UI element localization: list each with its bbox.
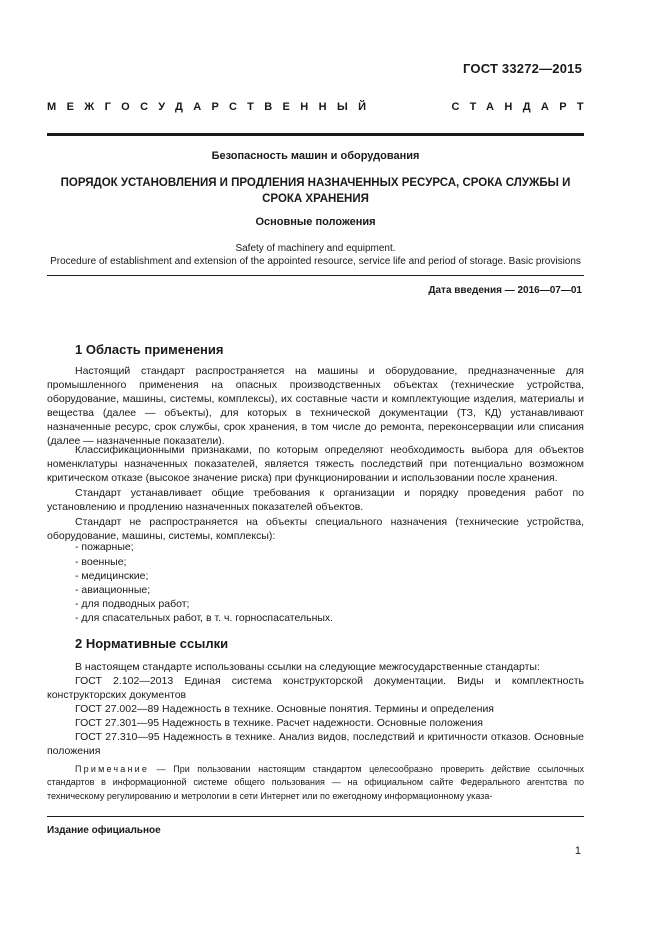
list-item: - пожарные;	[75, 541, 134, 553]
introduction-date: Дата введения — 2016—07—01	[428, 285, 582, 296]
normative-reference: ГОСТ 27.301—95 Надежность в технике. Расчет надежности. Основные положения	[75, 717, 483, 729]
normative-reference: ГОСТ 2.102—2013 Единая система конструкторской документации. Виды и комплектность конструкторских документов	[47, 675, 584, 702]
section-2-heading: 2 Нормативные ссылки	[75, 636, 229, 651]
header-divider	[47, 133, 584, 136]
page-number: 1	[574, 845, 581, 857]
section-1-heading: 1 Область применения	[75, 342, 224, 357]
standard-id: ГОСТ 33272—2015	[463, 61, 582, 76]
list-item: - для спасательных работ, в т. ч. горноспасательных.	[75, 612, 334, 624]
english-title-line-1: Safety of machinery and equipment.	[235, 243, 396, 254]
english-title-line-2: Procedure of establishment and extension of the appointed resource, service life and period of storage. Basic provisions	[50, 256, 581, 267]
references-intro: В настоящем стандарте использованы ссылки на следующие межгосударственные стандарты:	[75, 661, 540, 673]
topic-line: Безопасность машин и оборудования	[211, 150, 420, 162]
title-divider	[47, 275, 584, 276]
list-item: - медицинские;	[75, 570, 149, 582]
note-text: — При пользовании настоящим стандартом целесообразно проверить действие ссылочных стандартов в информационной системе общего пользования — на официальном сайте Федерального агентства по техническому регулированию и метрологии в сети Интернет или по ежегодному информационному указа-	[47, 764, 584, 801]
note	[47, 763, 584, 803]
official-edition-label: Издание официальное	[47, 825, 161, 836]
footer-divider	[47, 816, 584, 817]
section-1-paragraph: Стандарт устанавливает общие требования к организации и порядку проведения работ по установлению и продлению назначенных показателей объектов.	[47, 487, 584, 514]
document-title: ПОРЯДОК УСТАНОВЛЕНИЯ И ПРОДЛЕНИЯ НАЗНАЧЕННЫХ РЕСУРСА, СРОКА СЛУЖБЫ И СРОКА ХРАНЕНИЯ	[60, 177, 571, 205]
standard-word: СТАНДАРТ	[451, 101, 594, 113]
section-1-paragraph: Классификационными признаками, по которым определяют необходимость выбора для объектов номенклатуры назначенных показателей, является тяжесть последствий при потенциально возможном критическом отказе (высокое значение риска) при функционировании и использовании после хранения.	[47, 444, 584, 485]
list-item: - военные;	[75, 556, 127, 568]
note-label: Примечание	[75, 764, 150, 774]
normative-reference: ГОСТ 27.002—89 Надежность в технике. Основные понятия. Термины и определения	[75, 703, 494, 715]
interstate-word: МЕЖГОСУДАРСТВЕННЫЙ	[47, 101, 377, 113]
normative-reference: ГОСТ 27.310—95 Надежность в технике. Анализ видов, последствий и критичности отказов. Основные положения	[47, 731, 584, 758]
list-item: - для подводных работ;	[75, 598, 190, 610]
list-item: - авиационные;	[75, 584, 151, 596]
section-1-paragraph: Стандарт не распространяется на объекты специального назначения (технические устройства, оборудование, машины, системы, комплексы):	[47, 516, 584, 543]
section-1-paragraph: Настоящий стандарт распространяется на машины и оборудование, предназначенные для промышленного применения на опасных производственных объектах (технические устройства, оборудование, машины, системы, комплексы), их составные части и комплектующие изделия, материалы и вещества (далее — объекты), для которых в технической документации (ТЗ, КД) устанавливают назначенные ресурс, срок службы, срок хранения, в том числе до ремонта, переконсервации или списания (далее — назначенные показатели).	[47, 365, 584, 448]
document-subtitle: Основные положения	[255, 216, 376, 228]
